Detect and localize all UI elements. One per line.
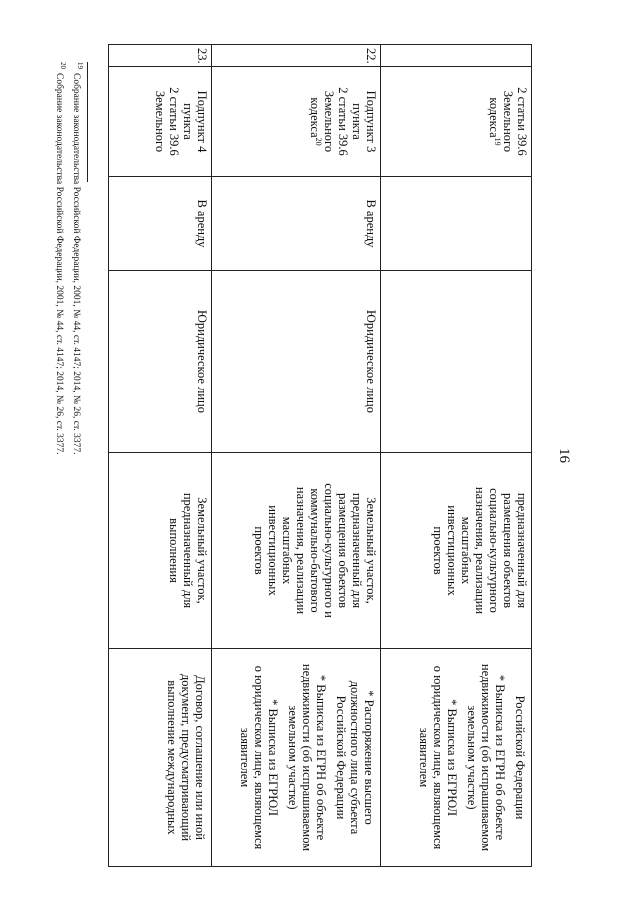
table-row (211, 45, 380, 867)
use-type-cell: В аренду (109, 177, 212, 271)
cell-line: 2 статьи 39.6 (166, 87, 181, 156)
legal-basis-cell (211, 67, 380, 177)
cell-line: кодекса (307, 97, 322, 138)
cell-line: инвестиционных (445, 505, 459, 596)
cell-line: документ, предусматривающий (178, 673, 193, 842)
cell-line: Земельного (501, 90, 515, 153)
cell-line: * Выписка из ЕГРЮЛ (265, 699, 280, 816)
land-plot-cell (211, 453, 380, 649)
footnote-ref: 20 (314, 137, 324, 146)
cell-line: 2 статьи 39.6 (515, 87, 529, 156)
cell-line: должностного лица субъекта (347, 680, 362, 835)
row-number (380, 45, 531, 67)
cell-line: размещения объектов (335, 492, 350, 609)
land-table (108, 44, 532, 867)
cell-line: о юридическом лице, являющемся (431, 665, 445, 850)
cell-line: выполнения (166, 518, 181, 583)
cell-line: 2 статьи 39.6 (335, 87, 350, 156)
use-type-cell: В аренду (211, 177, 380, 271)
cell-line: размещения объектов (501, 492, 515, 609)
legal-basis-cell (380, 67, 531, 177)
land-plot-cell (380, 453, 531, 649)
applicant-cell (380, 271, 531, 453)
row-number: 22. (211, 45, 380, 67)
cell-line: заявителем (417, 727, 431, 788)
cell-line: предназначенный для (180, 492, 195, 609)
cell-line: предназначенный для (349, 492, 364, 609)
cell-line: Договор, соглашение или иной (192, 675, 207, 840)
cell-line: предназначенный для (515, 492, 529, 609)
cell-line: Подпункт 4 пункта (180, 90, 209, 153)
legal-basis-cell (109, 67, 212, 177)
cell-line: * Выписка из ЕГРН об объекте (493, 674, 507, 841)
land-plot-cell (109, 453, 212, 649)
cell-line: Земельный участок, (363, 497, 378, 604)
cell-line: инвестиционных (265, 505, 280, 596)
cell-line: социально-культурного и (321, 483, 336, 618)
table-row (380, 45, 531, 867)
footnote-20: $^{20}$Собрание законодательства Российской Федерации, 2001, № 44, ст. 4147; 2014, № 26, ст. 3377. (54, 62, 68, 455)
applicant-cell: Юридическое лицо (109, 271, 212, 453)
cell-line: проектов (251, 526, 266, 575)
cell-line: назначения, реализации (473, 486, 487, 615)
cell-line: коммунально-бытового (307, 488, 322, 613)
cell-line: Российской Федерации (333, 695, 348, 820)
cell-line: Земельный участок, (194, 497, 209, 604)
footnote-rule (87, 62, 88, 182)
cell-line: проектов (431, 526, 445, 575)
cell-line: социально-культурного (487, 488, 501, 613)
cell-line: выполнение международных (164, 680, 179, 835)
cell-line: * Выписка из ЕГРН об объекте (313, 674, 328, 841)
cell-line: недвижимости (об испрашиваемом (479, 663, 493, 852)
footnote-19: $^{19}$Собрание законодательства Российской Федерации, 2001, № 44, ст. 4147; 2014, № 26, ст. 3377. (71, 62, 85, 455)
page-number: 16 (556, 448, 572, 463)
footnotes (50, 62, 88, 842)
cell-line: Российской Федерации (513, 695, 527, 820)
row-number: 23. (109, 45, 212, 67)
cell-line: * Выписка из ЕГРЮЛ (445, 699, 459, 816)
cell-line: земельном участке) (465, 705, 479, 810)
cell-line: масштабных (459, 516, 473, 585)
cell-line: масштабных (279, 516, 294, 585)
cell-line: Подпункт 3 пункта (349, 90, 378, 153)
cell-line: земельном участке) (285, 705, 300, 810)
documents-cell (380, 649, 531, 867)
use-type-cell (380, 177, 531, 271)
cell-line: недвижимости (об испрашиваемом (299, 663, 314, 852)
cell-line: Земельного (152, 90, 167, 153)
cell-line: Земельного (321, 90, 336, 153)
cell-line: * Распоряжение высшего (361, 690, 376, 825)
cell-line: заявителем (237, 727, 252, 788)
documents-cell (211, 649, 380, 867)
cell-line: о юридическом лице, являющемся (251, 665, 266, 850)
cell-line: кодекса (487, 97, 501, 138)
footnote-ref: 19 (493, 137, 503, 146)
documents-cell (109, 649, 212, 867)
applicant-cell: Юридическое лицо (211, 271, 380, 453)
table-row (109, 45, 212, 867)
cell-line: назначения, реализации (293, 486, 308, 615)
